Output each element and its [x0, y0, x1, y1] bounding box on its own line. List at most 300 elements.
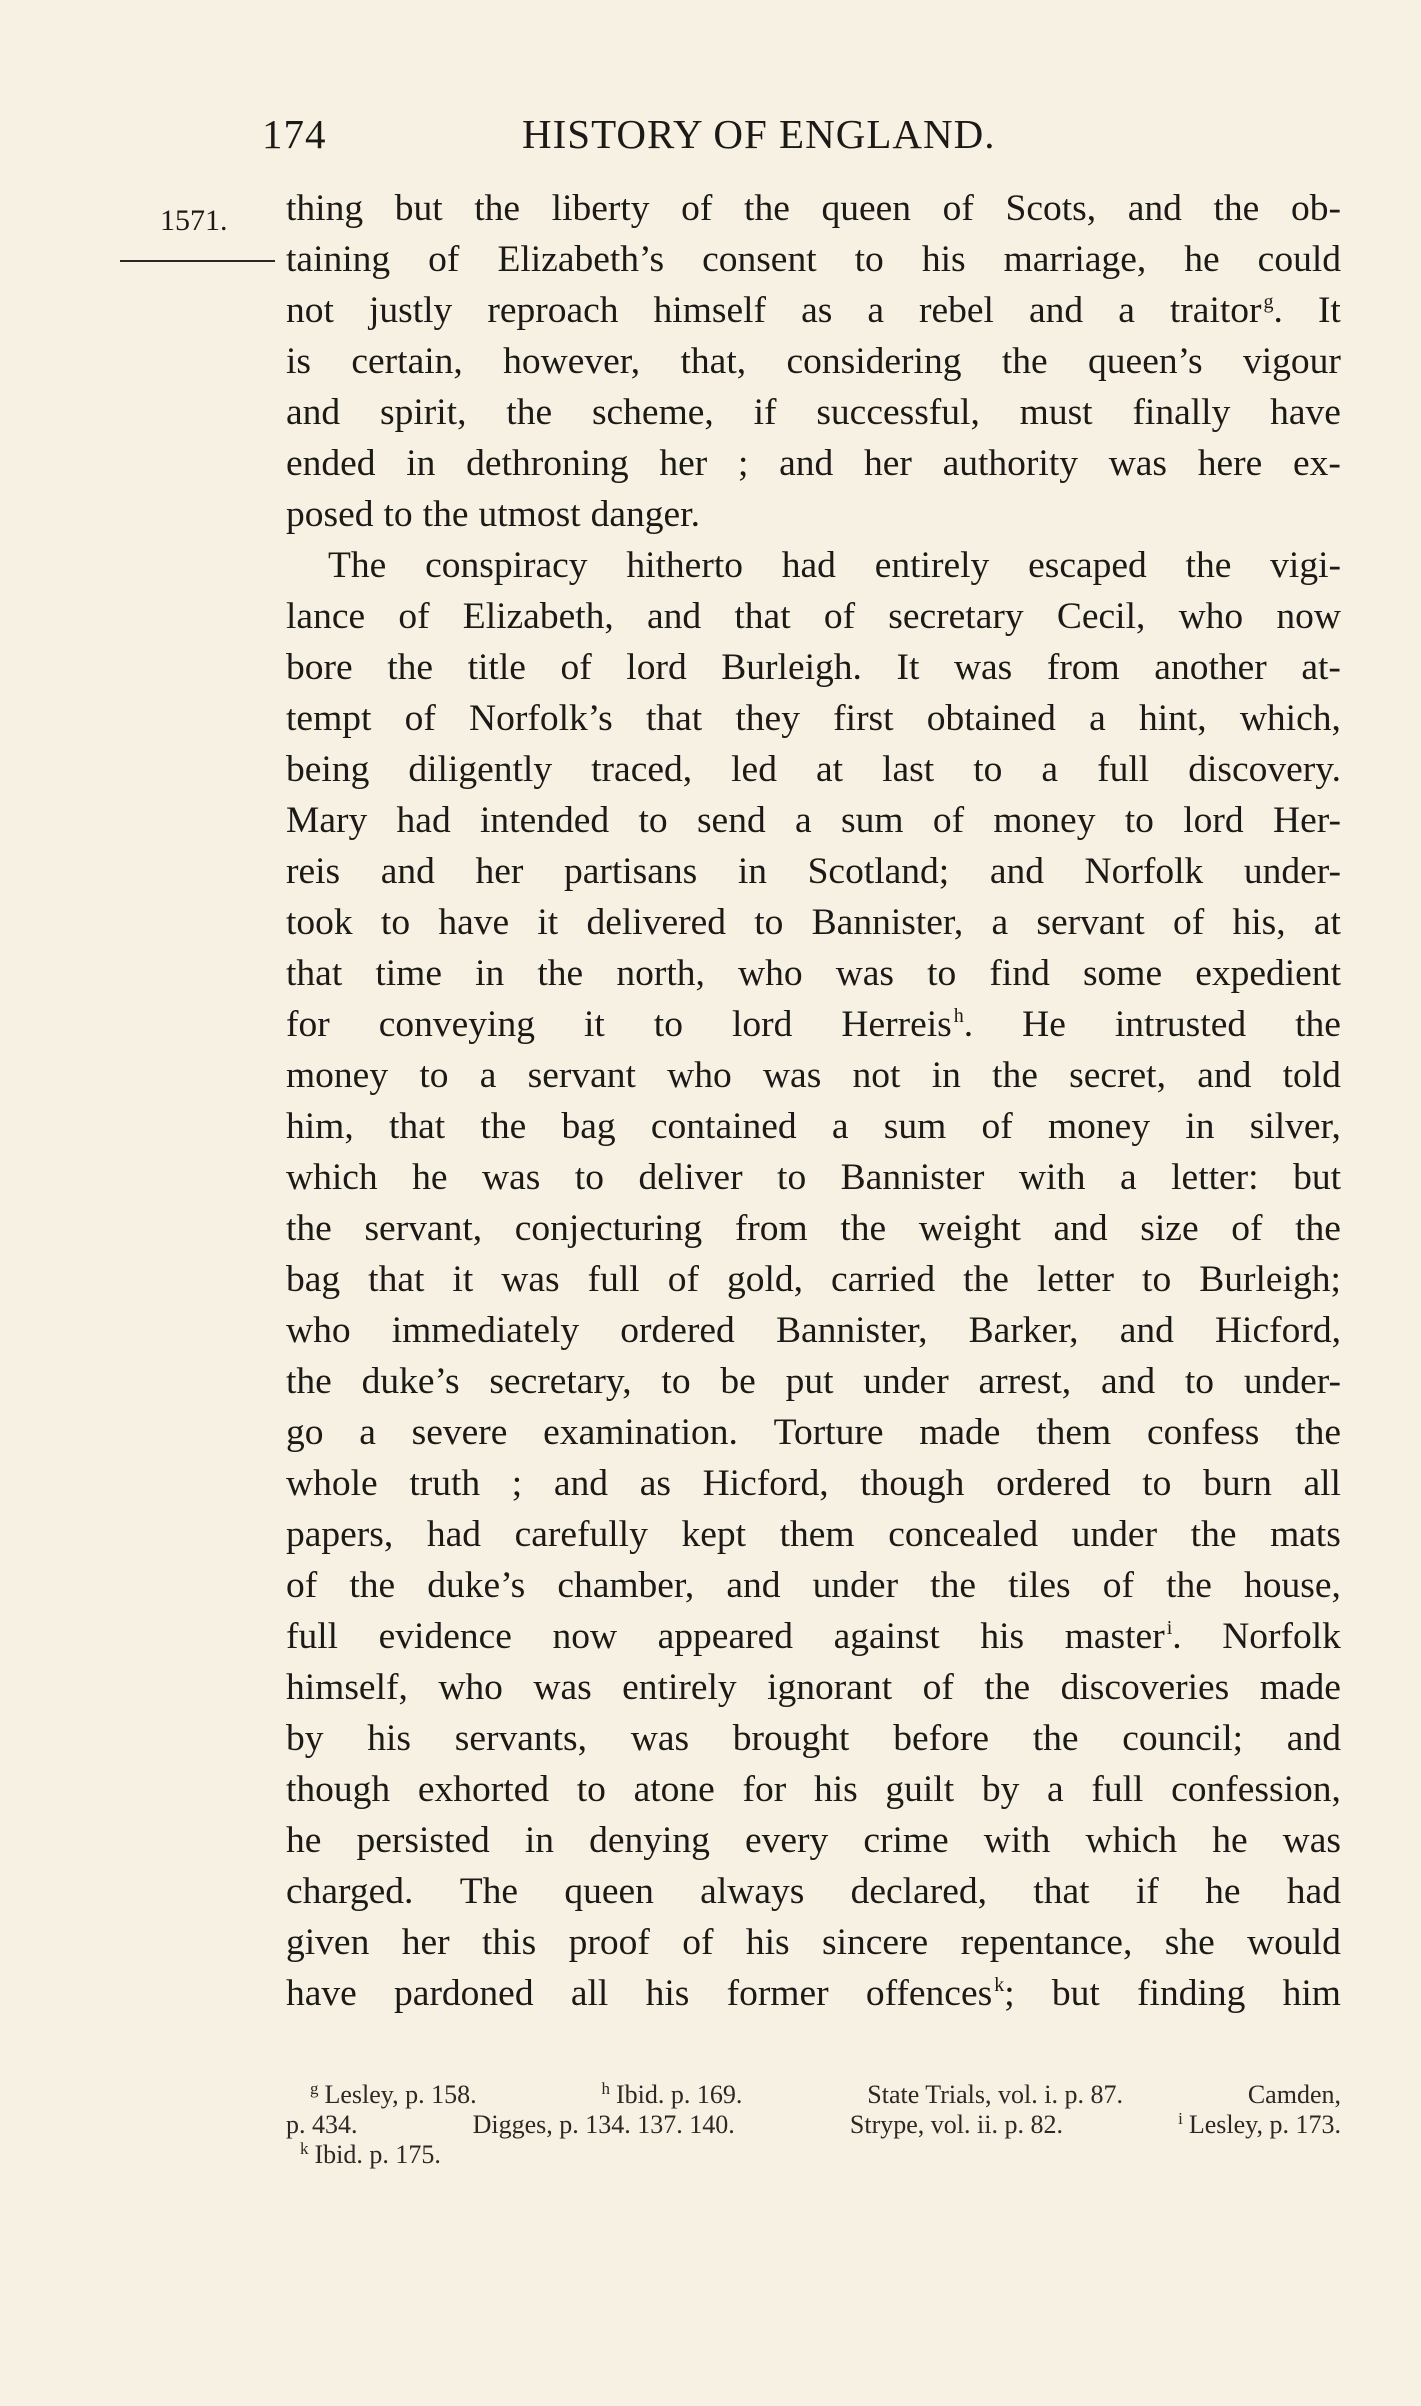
word: of — [932, 800, 965, 841]
word: his — [745, 1922, 790, 1963]
word: to — [574, 1157, 604, 1198]
word: and — [779, 443, 834, 484]
word: it — [583, 1004, 605, 1045]
word: chamber, — [557, 1565, 695, 1606]
word: he — [286, 1820, 322, 1861]
word: had — [1286, 1871, 1341, 1912]
word: papers, — [286, 1514, 394, 1555]
word: first — [833, 698, 894, 739]
word: made — [1259, 1667, 1341, 1708]
word: a — [991, 902, 1009, 943]
word: she — [1164, 1922, 1215, 1963]
word: truth — [409, 1463, 481, 1504]
word: the — [963, 1259, 1009, 1300]
word: if — [1135, 1871, 1159, 1912]
word: the — [984, 1667, 1031, 1708]
word: and — [1286, 1718, 1341, 1759]
word: a — [867, 290, 884, 331]
word: he — [1212, 1820, 1248, 1861]
footnote-entry: $^g$ Lesley, p. 158. — [310, 2079, 477, 2109]
word: bag — [561, 1106, 616, 1147]
word: in — [475, 953, 505, 994]
word: though — [286, 1769, 391, 1810]
word: Bannister, — [811, 902, 964, 943]
word: reis — [286, 851, 341, 892]
word: The — [328, 545, 387, 586]
word: rebel — [919, 290, 994, 331]
word: they — [735, 698, 800, 739]
word: his — [645, 1973, 690, 2014]
word: immediately — [391, 1310, 580, 1351]
word: her — [863, 443, 912, 484]
word: gold, — [726, 1259, 804, 1300]
footnote-entry: Strype, vol. ii. p. 82. — [849, 2110, 1063, 2139]
word: now — [1276, 596, 1341, 637]
word: the — [1032, 1718, 1079, 1759]
word: authority — [942, 443, 1078, 484]
word: lord — [1183, 800, 1244, 841]
word: bag — [286, 1259, 341, 1300]
word: being — [286, 749, 370, 790]
word: a — [1041, 749, 1059, 790]
text-line — [286, 489, 1341, 540]
text-line — [286, 744, 1341, 795]
word: however, — [503, 341, 641, 382]
word: find — [989, 953, 1050, 994]
word: to — [1142, 1259, 1172, 1300]
text-line — [286, 1866, 1341, 1917]
word: brought — [732, 1718, 850, 1759]
word: his — [921, 239, 966, 280]
text-line — [286, 846, 1341, 897]
word: intrusted — [1114, 1004, 1247, 1045]
word: carefully — [514, 1514, 648, 1555]
text-line — [286, 1254, 1341, 1305]
word: spirit, — [379, 392, 467, 433]
footnote-entry: $^k$ Ibid. p. 175. — [300, 2139, 441, 2169]
word: ignorant — [767, 1667, 893, 1708]
word: that — [368, 1259, 425, 1300]
word: ob- — [1290, 188, 1341, 229]
word: the — [840, 1208, 887, 1249]
text-line — [286, 897, 1341, 948]
margin-year: 1571. — [160, 204, 228, 237]
word: discoveries — [1060, 1667, 1230, 1708]
word: danger. — [590, 494, 700, 535]
word: that — [734, 596, 791, 637]
word: and — [1100, 1361, 1156, 1402]
word: to — [638, 800, 668, 841]
word: and — [726, 1565, 781, 1606]
word: to — [973, 749, 1003, 790]
footnote-mark: h — [601, 2079, 610, 2098]
word: confess — [1146, 1412, 1260, 1453]
word: full — [587, 1259, 640, 1300]
word: and — [1197, 1055, 1252, 1096]
word: ; — [511, 1463, 523, 1504]
word: of — [682, 1922, 714, 1963]
word: that — [286, 953, 343, 994]
word: thing — [286, 188, 364, 229]
word: was — [482, 1157, 541, 1198]
word: the — [992, 1055, 1038, 1096]
word: examination. — [543, 1412, 738, 1453]
word: Scotland; — [807, 851, 950, 892]
word: entirely — [622, 1667, 737, 1708]
word: him, — [286, 1106, 354, 1147]
word: house, — [1244, 1565, 1341, 1606]
word: title — [467, 647, 526, 688]
footnote-entry: State Trials, vol. i. p. 87. — [867, 2080, 1123, 2109]
word: the — [1001, 341, 1048, 382]
word: a — [1089, 698, 1106, 739]
word: her — [475, 851, 524, 892]
footnote-line — [286, 2110, 1341, 2140]
footnotes — [286, 2080, 1341, 2170]
word: under — [812, 1565, 899, 1606]
word: his — [813, 1769, 858, 1810]
word: last — [882, 749, 935, 790]
word: conveying — [378, 1004, 535, 1045]
word: of — [922, 1667, 954, 1708]
word: the — [387, 647, 434, 688]
footnote-ref: i — [1166, 1617, 1173, 1639]
text-line — [286, 999, 1341, 1050]
word: that, — [680, 341, 747, 382]
word: to — [854, 239, 884, 280]
word: of — [286, 1565, 318, 1606]
word: It — [896, 647, 920, 688]
word: that — [388, 1106, 446, 1147]
text-line — [286, 1815, 1341, 1866]
word: secretary — [888, 596, 1024, 637]
word: to — [1142, 1463, 1172, 1504]
word: of — [1231, 1208, 1263, 1249]
text-line — [286, 1356, 1341, 1407]
word: that — [645, 698, 703, 739]
word: in — [1185, 1106, 1215, 1147]
word: the — [1295, 1412, 1341, 1453]
word: delivered — [586, 902, 726, 943]
word: lord — [626, 647, 687, 688]
text-line — [286, 591, 1341, 642]
word: successful, — [816, 392, 980, 433]
word: the — [744, 188, 790, 229]
word: it — [537, 902, 559, 943]
word: it — [452, 1259, 474, 1300]
word: sum — [883, 1106, 947, 1147]
word: put — [785, 1361, 834, 1402]
word: her — [659, 443, 708, 484]
word: have — [286, 1973, 357, 2014]
text-line — [286, 693, 1341, 744]
word: the — [349, 1565, 396, 1606]
word: of — [1102, 1565, 1134, 1606]
text-line — [286, 1560, 1341, 1611]
word: money — [1048, 1106, 1151, 1147]
text-line — [286, 1713, 1341, 1764]
word: kept — [681, 1514, 747, 1555]
word: under — [863, 1361, 949, 1402]
word: to — [419, 1055, 449, 1096]
word: not — [286, 290, 334, 331]
word: queen’s — [1088, 341, 1203, 382]
word: have — [438, 902, 510, 943]
word: Her- — [1272, 800, 1341, 841]
paragraph — [286, 540, 1341, 2019]
word: a — [479, 1055, 497, 1096]
word: Norfolk’s — [469, 698, 613, 739]
running-title: HISTORY OF ENGLAND. — [522, 111, 996, 157]
word: by — [981, 1769, 1020, 1810]
word: would — [1247, 1922, 1341, 1963]
word: arrest, — [978, 1361, 1072, 1402]
footnote-ref: h — [953, 1005, 964, 1027]
text-line — [286, 1101, 1341, 1152]
word: appeared — [657, 1616, 793, 1657]
word: mats — [1270, 1514, 1341, 1555]
word: the — [506, 392, 553, 433]
word: of — [560, 647, 592, 688]
word: queen — [821, 188, 912, 229]
word: against — [833, 1616, 940, 1657]
body-text — [286, 183, 1341, 2019]
word: and — [647, 596, 702, 637]
word: He — [1022, 1004, 1066, 1045]
word: Herreis $^h$. — [841, 1004, 974, 1045]
word: The — [459, 1871, 518, 1912]
word: send — [696, 800, 766, 841]
footnote-entry: Digges, p. 134. 137. 140. — [472, 2110, 735, 2139]
text-line — [286, 540, 1341, 591]
word: who — [1178, 596, 1244, 637]
word: to — [661, 1361, 691, 1402]
word: secret, — [1069, 1055, 1166, 1096]
text-line — [286, 1917, 1341, 1968]
word: ordered — [996, 1463, 1111, 1504]
word: with — [983, 1820, 1051, 1861]
word: lord — [731, 1004, 793, 1045]
word: charged. — [286, 1871, 414, 1912]
word: the — [1213, 188, 1260, 229]
word: and — [1053, 1208, 1108, 1249]
word: reproach — [487, 290, 619, 331]
word: the — [474, 188, 521, 229]
word: at — [1313, 902, 1341, 943]
word: he — [412, 1157, 448, 1198]
word: not — [852, 1055, 901, 1096]
word: vigour — [1242, 341, 1341, 382]
word: silver, — [1249, 1106, 1341, 1147]
word: and — [1127, 188, 1182, 229]
word: of — [404, 698, 436, 739]
footnote-entry: Camden, — [1247, 2080, 1341, 2109]
word: in — [931, 1055, 961, 1096]
word: if — [753, 392, 777, 433]
text-line — [286, 1203, 1341, 1254]
page-number: 174 — [262, 111, 327, 157]
footnote-mark: i — [1178, 2109, 1183, 2128]
footnote-line — [286, 2080, 1341, 2110]
word: letter: — [1171, 1157, 1259, 1198]
word: them — [779, 1514, 855, 1555]
word: secretary, — [489, 1361, 632, 1402]
word: dethroning — [466, 443, 629, 484]
word: Mary — [286, 800, 368, 841]
word: to — [927, 953, 957, 994]
word: the — [1295, 1004, 1341, 1045]
word: expedient — [1195, 953, 1341, 994]
word: Burleigh. — [721, 647, 862, 688]
word: at- — [1301, 647, 1341, 688]
word: obtained — [926, 698, 1056, 739]
word: full — [286, 1616, 339, 1657]
word: led — [731, 749, 777, 790]
word: under- — [1243, 1361, 1341, 1402]
word: atone — [633, 1769, 715, 1810]
text-line — [286, 1968, 1341, 2019]
word: vigi- — [1270, 545, 1341, 586]
word: finally — [1132, 392, 1231, 433]
word: Hicford, — [702, 1463, 829, 1504]
word: was — [953, 647, 1013, 688]
word: him — [1282, 1973, 1341, 2014]
word: whole — [286, 1463, 378, 1504]
word: of — [398, 596, 430, 637]
word: his — [980, 1616, 1025, 1657]
word: Norfolk — [1084, 851, 1204, 892]
text-line — [286, 1611, 1341, 1662]
word: conjecturing — [514, 1208, 703, 1249]
word: which — [1085, 1820, 1178, 1861]
word: but — [1293, 1157, 1341, 1198]
running-head — [262, 110, 1112, 160]
word: had — [781, 545, 836, 586]
word: of — [823, 596, 856, 637]
word: master $^i$. — [1064, 1616, 1182, 1657]
word: all — [1303, 1463, 1341, 1504]
word: Torture — [773, 1412, 884, 1453]
word: full — [1091, 1769, 1144, 1810]
word: money — [286, 1055, 389, 1096]
text-line — [286, 336, 1341, 387]
word: the — [422, 494, 469, 535]
text-line — [286, 285, 1341, 336]
word: he — [1205, 1871, 1241, 1912]
word: but — [394, 188, 443, 229]
word: discovery. — [1188, 749, 1341, 790]
text-line — [286, 948, 1341, 999]
word: now — [552, 1616, 618, 1657]
word: that — [1033, 1871, 1090, 1912]
word: is — [286, 341, 312, 382]
word: letter — [1036, 1259, 1115, 1300]
word: liberty — [551, 188, 650, 229]
word: money — [993, 800, 1096, 841]
footnote-mark: k — [300, 2139, 309, 2158]
word: traitor $^g$. — [1169, 290, 1283, 331]
word: and — [989, 851, 1044, 892]
word: repentance, — [960, 1922, 1133, 1963]
text-line — [286, 1152, 1341, 1203]
word: from — [734, 1208, 808, 1249]
word: here — [1197, 443, 1263, 484]
word: always — [700, 1871, 805, 1912]
footnote-ref: k — [994, 1974, 1005, 1996]
word: though — [860, 1463, 965, 1504]
text-line — [286, 1050, 1341, 1101]
word: considering — [786, 341, 962, 382]
word: north, — [616, 953, 705, 994]
word: was — [533, 1667, 592, 1708]
word: servant, — [364, 1208, 483, 1249]
word: of — [981, 1106, 1013, 1147]
word: was — [762, 1055, 822, 1096]
word: and — [1119, 1310, 1174, 1351]
word: the — [1190, 1514, 1237, 1555]
word: sum — [840, 800, 904, 841]
word: was — [630, 1718, 690, 1759]
word: her — [401, 1922, 450, 1963]
word: diligently — [408, 749, 553, 790]
word: which, — [1239, 698, 1341, 739]
word: Bannister, — [775, 1310, 928, 1351]
word: but — [1051, 1973, 1100, 2014]
word: was — [1282, 1820, 1341, 1861]
paragraph — [286, 183, 1341, 540]
word: Elizabeth, — [462, 596, 614, 637]
word: who — [286, 1310, 351, 1351]
word: the — [537, 953, 584, 994]
word: must — [1019, 392, 1093, 433]
word: Barker, — [968, 1310, 1079, 1351]
word: full — [1097, 749, 1150, 790]
word: made — [919, 1412, 1001, 1453]
word: traced, — [591, 749, 693, 790]
word: was — [1108, 443, 1168, 484]
word: utmost — [478, 494, 581, 535]
word: have — [1270, 392, 1341, 433]
word: a — [795, 800, 812, 841]
word: consent — [702, 239, 817, 280]
word: the — [1295, 1208, 1341, 1249]
text-line — [286, 795, 1341, 846]
word: time — [375, 953, 442, 994]
word: tiles — [1008, 1565, 1071, 1606]
word: justly — [368, 290, 453, 331]
word: the — [286, 1361, 332, 1402]
word: to — [576, 1769, 606, 1810]
word: Burleigh; — [1199, 1259, 1341, 1300]
word: burn — [1203, 1463, 1272, 1504]
text-line — [286, 1458, 1341, 1509]
word: entirely — [874, 545, 990, 586]
word: escaped — [1028, 545, 1147, 586]
word: them — [1036, 1412, 1112, 1453]
word: the — [1166, 1565, 1212, 1606]
word: ordered — [620, 1310, 735, 1351]
word: himself, — [286, 1667, 408, 1708]
word: offences $^k$; — [865, 1973, 1015, 2014]
word: the — [1185, 545, 1232, 586]
word: a — [1047, 1769, 1064, 1810]
word: was — [501, 1259, 560, 1300]
word: to — [383, 494, 413, 535]
word: weight — [918, 1208, 1021, 1249]
word: which — [286, 1157, 378, 1198]
word: guilt — [885, 1769, 955, 1810]
word: he — [1184, 239, 1220, 280]
